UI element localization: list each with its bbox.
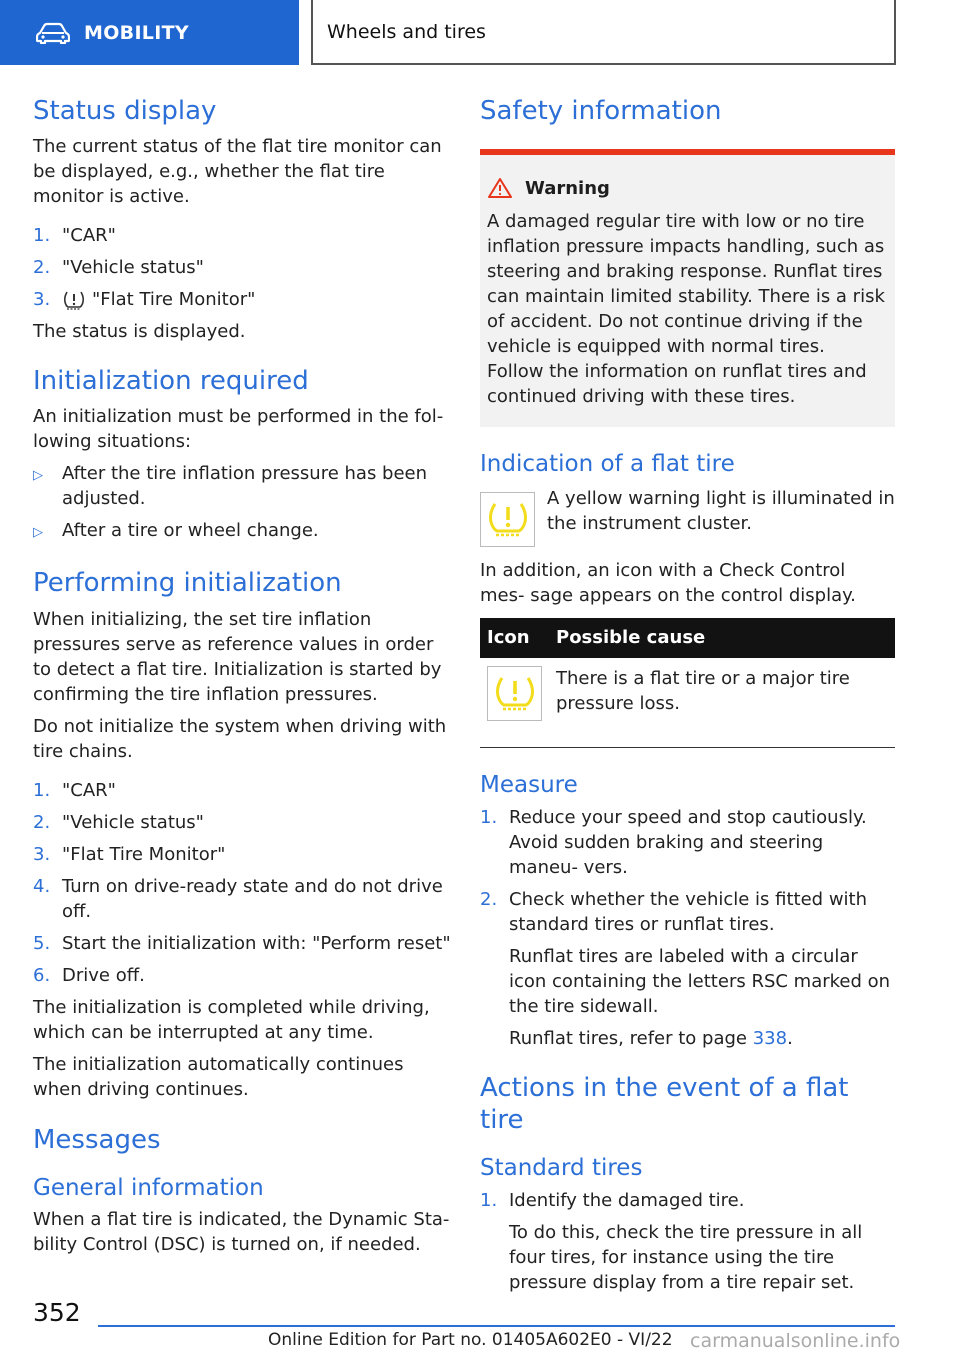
performing-p1: When initializing, the set tire inflation pressures serve as reference values in order to detect a flat tire. Initialization is started by confirming the tire inflation pressures. — [33, 608, 442, 705]
performing-steps — [33, 778, 451, 988]
list-item: 3. "Flat Tire Monitor" — [33, 843, 226, 865]
warning-box — [480, 149, 895, 427]
warning-light-text: A yellow warning light is illuminated in the instrument cluster. — [547, 487, 895, 534]
section-tab — [0, 0, 299, 65]
init-required-intro: An initialization must be performed in the fol‐ lowing situations: — [33, 406, 444, 453]
general-info-heading: General information — [33, 1174, 264, 1201]
bullet-triangle-icon: ▷ — [33, 525, 43, 541]
list-item: 4. Turn on drive-ready state and do not drive off. — [33, 875, 443, 922]
status-display-heading: Status display — [33, 96, 217, 126]
general-info-text: When a flat tire is indicated, the Dynamic Sta‐ bility Control (DSC) is turned on, if needed. — [33, 1209, 450, 1256]
runflat-reference: Runflat tires, refer to page 338. — [509, 1028, 793, 1050]
performing-p2: Do not initialize the system when driving with tire chains. — [33, 715, 447, 762]
messages-heading: Messages — [33, 1124, 161, 1155]
warning-title: Warning — [525, 177, 610, 199]
page-link-338[interactable]: 338 — [752, 1028, 788, 1050]
list-item: 1. "CAR" — [33, 779, 116, 801]
flat-tire-indication-heading: Indication of a flat tire — [480, 451, 735, 478]
footer-rule — [98, 1325, 895, 1327]
tire-pressure-warning-light-icon — [486, 499, 530, 539]
performing-init-heading: Performing initialization — [33, 568, 342, 599]
car-icon — [36, 22, 70, 44]
list-item: 1. "CAR" — [33, 225, 116, 247]
list-item: 1. Reduce your speed and stop cautiously. Avoid sudden braking and steering maneu‐ vers. — [480, 807, 867, 879]
table-cell-cause: There is a flat tire or a major tire pressure loss. — [556, 667, 850, 714]
left-column — [33, 96, 451, 1257]
standard-tires-steps — [480, 1188, 895, 1213]
standard-tires-heading: Standard tires — [480, 1154, 643, 1181]
icon-cause-table — [480, 618, 895, 735]
check-control-text: In addition, an icon with a Check Control mes‐ sage appears on the control display. — [480, 559, 856, 606]
list-item: 3. "Flat Tire Monitor" — [33, 289, 256, 311]
section-title: MOBILITY — [84, 21, 189, 44]
list-item: 2. "Vehicle status" — [33, 257, 204, 279]
status-steps — [33, 223, 451, 312]
performing-p3: The initialization is completed while driving, which can be interrupted at any time. — [33, 996, 430, 1043]
list-item: 2. Check whether the vehicle is fitted with standard tires or runflat tires. — [480, 889, 868, 936]
warning-text: A damaged regular tire with low or no tire inflation pressure impacts handling, such as steering and braking response. Runflat tires can maintain limited stability. There is a risk of accident. Do not continue driving if the vehicle is equipped with normal tires. Follow the information on runflat tires and continued driving with these tires. — [487, 211, 885, 408]
warning-triangle-icon — [487, 177, 513, 199]
table-header-icon: Icon — [480, 618, 549, 658]
list-item: 2. "Vehicle status" — [33, 811, 204, 833]
edition-text: Online Edition for Part no. 01405A602E0 - VI/22 — [268, 1330, 673, 1350]
status-result: The status is displayed. — [33, 321, 246, 343]
table-bottom-rule — [480, 747, 895, 748]
check-pressure-text: To do this, check the tire pressure in all four tires, for instance using the tire pressure display from a tire repair set. — [509, 1222, 863, 1294]
tire-pressure-icon — [62, 289, 86, 311]
actions-flat-tire-heading: Actions in the event of a flat tire — [480, 1073, 849, 1135]
runflat-label-text: Runflat tires are labeled with a circular icon containing the letters RSC marked on the tire sidewall. — [509, 946, 891, 1018]
init-required-bullets — [33, 461, 451, 545]
measure-steps — [480, 805, 895, 937]
table-row — [480, 658, 895, 735]
performing-p4: The initialization automatically continues when driving continues. — [33, 1053, 404, 1100]
watermark: carmanualsonline.info — [690, 1330, 901, 1352]
right-column — [480, 96, 895, 1295]
list-item: ▷ After the tire inflation pressure has been adjusted. — [33, 463, 428, 510]
safety-info-heading: Safety information — [480, 96, 722, 126]
tire-pressure-warning-icon — [493, 673, 537, 713]
table-header-cause: Possible cause — [549, 618, 895, 658]
init-required-heading: Initialization required — [33, 366, 309, 397]
page-number: 352 — [33, 1298, 81, 1327]
measure-heading: Measure — [480, 771, 578, 798]
bullet-triangle-icon: ▷ — [33, 468, 43, 484]
warning-light-row — [480, 487, 895, 547]
list-item: 6. Drive off. — [33, 964, 145, 986]
list-item: ▷ After a tire or wheel change. — [33, 518, 451, 545]
list-item: 1. Identify the damaged tire. — [480, 1190, 745, 1212]
status-intro: The current status of the flat tire monitor can be displayed, e.g., whether the flat tire monitor is active. — [33, 136, 442, 208]
chapter-title: Wheels and tires — [327, 20, 486, 43]
list-item: 5. Start the initialization with: "Perform reset" — [33, 932, 451, 954]
chapter-title-box — [311, 0, 896, 65]
